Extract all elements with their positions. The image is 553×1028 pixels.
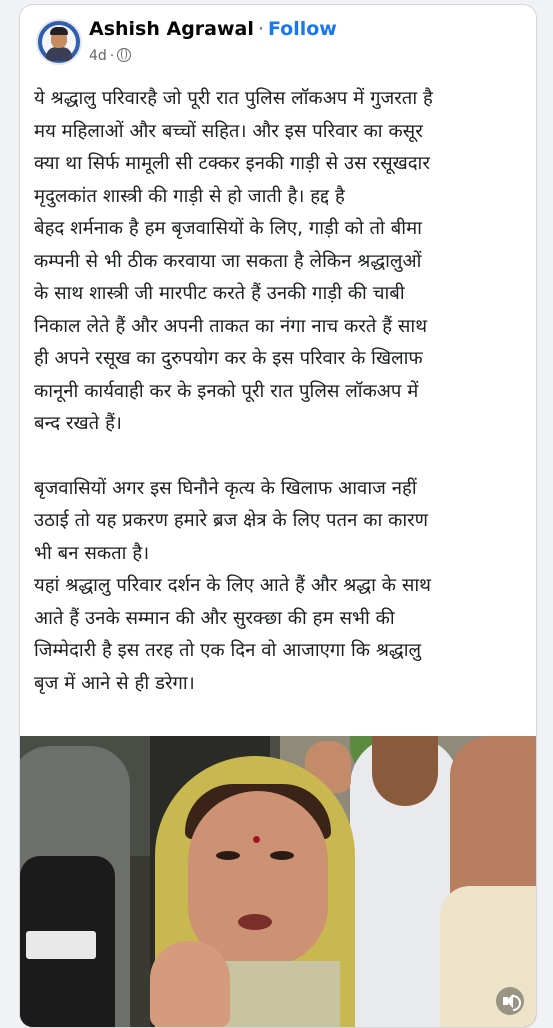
post-video[interactable] — [20, 736, 536, 1027]
name-separator: · — [257, 18, 264, 40]
speaker-cone — [506, 994, 513, 1008]
post-header — [20, 5, 536, 79]
author-avatar[interactable] — [36, 19, 82, 65]
avatar-shirt — [46, 47, 72, 61]
speaker-wave — [513, 995, 521, 1011]
author-row — [89, 18, 337, 40]
video-person-right-head — [372, 736, 438, 806]
follow-button[interactable]: Follow — [267, 18, 337, 40]
speaker-icon[interactable] — [496, 987, 524, 1015]
video-hand-front — [150, 941, 230, 1027]
video-mouth — [238, 914, 272, 930]
meta-separator: · — [109, 48, 115, 64]
post-paragraph-2: बृजवासियों अगर इस घिनौने कृत्य के खिलाफ आवाज नहीं उठाई तो यह प्रकरण हमारे ब्रज क्षेत्र के लिए पतन का कारण भी बन सकता है। यहां श्रद्धालु परिवार दर्शन के लिए आते हैं और श्रद्धा के साथ आते हैं उनके सम्मान की और सुरक्छा की हम सभी की जिम्मेदारी है इस तरह तो एक दिन वो आजाएगा कि श्रद्धालु बृज में आने से ही डरेगा। — [34, 477, 431, 694]
globe-icon — [117, 48, 131, 62]
post-meta — [89, 48, 131, 64]
post-paragraph-1: ये श्रद्धालु परिवारहै जो पूरी रात पुलिस लॉकअप में गुजरता है मय महिलाओं और बच्चों सहित। और इस परिवार का कसूर क्या था सिर्फ मामूली सी टक्कर इनकी गाड़ी से उस रसूखदार मृदुलकांत शास्त्री की गाड़ी से हो जाती है। हद्द है बेहद शर्मनाक है हम बृजवासियों के लिए, गाड़ी को तो बीमा कम्पनी से भी ठीक करवाया जा सकता है लेकिन श्रद्धालुओं के साथ शास्त्री जी मारपीट करते हैं उनकी गाड़ी की चाबी निकाल लेते हैं और अपनी ताकत का नंगा नाच करते हैं साथ ही अपने रसूख का दुरुपयोग कर के इस परिवार के खिलाफ कानूनी कार्यवाही कर के इनको पूरी रात पुलिस लॉकअप में बन्द रखते हैं। — [34, 88, 433, 434]
author-name[interactable]: Ashish Agrawal — [89, 18, 254, 40]
video-eye-left — [216, 851, 240, 860]
video-jacket-print — [26, 931, 96, 959]
avatar-hair — [50, 27, 68, 35]
video-eye-right — [270, 851, 294, 860]
post-time[interactable]: 4d — [89, 48, 107, 64]
post-card — [19, 4, 537, 1028]
post-text — [34, 83, 526, 700]
video-bindi — [253, 836, 260, 843]
video-woman-face — [188, 791, 328, 966]
